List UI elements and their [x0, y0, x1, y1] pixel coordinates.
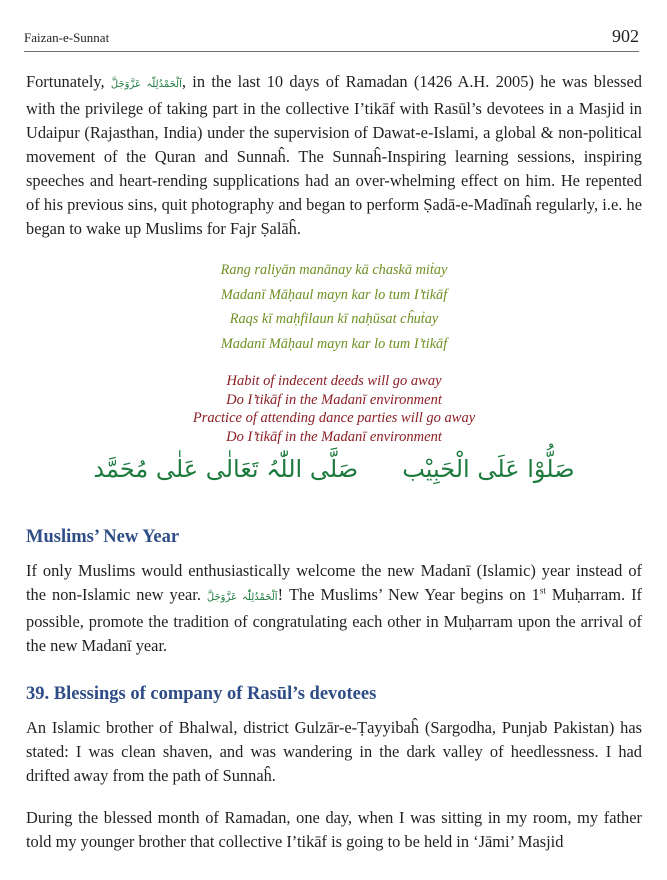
- running-header: [24, 27, 639, 52]
- section-heading-blessings: 39. Blessings of company of Rasūl’s devotees: [26, 684, 377, 704]
- book-title: Faizan-e-Sunnat: [24, 30, 110, 45]
- poem-urdu: [26, 258, 642, 356]
- poem-line: Practice of attending dance parties will go away: [192, 410, 476, 427]
- paragraph-bhalwal: An Islamic brother of Bhalwal, district Gulzār-e-Ṭayyibaĥ (Sargodha, Punjab Pakistan) has stated: I was clean shaven, and was wandering in the dark valley of heedlessness. I had drifted away from the path of Sunnaĥ.: [26, 718, 642, 785]
- alhamdulillah-phrase: اَلْحَمْدُلِلّٰہ عَزَّوَجَلَّ: [206, 592, 278, 603]
- paragraph-text: ! The Muslims’ New Year begins on 1: [277, 585, 540, 604]
- paragraph-body: , in the last 10 days of Ramadan (1426 A.H. 2005) he was blessed with the privilege of taking part in the collective I’tikāf with Rasūl’s devotees in a Masjid in Udaipur (Rajasthan, India) under the supervision of Dawat-e-Islami, a global & non-political movement of the Quran and Sunnaĥ. The Sunnaĥ-Inspiring learning sessions, inspiring speeches and heart-rending supplications had an over-whelming effect on him. He repented of his previous sins, quit photography and began to perform Ṣadā-e-Madīnaĥ regularly, i.e. he began to wake up Muslims for Fajr Ṣalāĥ.: [26, 72, 642, 238]
- alhamdulillah-phrase: اَلْحَمْدُلِلّٰہ عَزَّوَجَلَّ: [110, 79, 182, 90]
- poem-line: Do I’tikāf in the Madanī environment: [226, 391, 442, 408]
- poem-line: Habit of indecent deeds will go away: [226, 373, 442, 389]
- paragraph-new-year: [26, 559, 642, 658]
- paragraph-fortunately: [26, 70, 642, 241]
- durood-salla-allahu: صَلَّی اللّٰہُ تَعَالٰی عَلٰی مُحَمَّد: [93, 455, 359, 483]
- paragraph-lead: Fortunately,: [26, 72, 105, 91]
- ordinal-superscript: st: [539, 585, 546, 596]
- paragraph-text: If only Muslims would enthusiastically welcome the new Madanī (Islamic) year instead of the non-Islamic new year.: [26, 561, 642, 604]
- poem-line: Madanī Māḥaul mayn kar lo tum I’tikāf: [220, 286, 448, 303]
- durood-line: [26, 455, 642, 483]
- poem-line: Raqs kī maḥfilaun kī naḥūsat cĥuṫay: [229, 311, 439, 328]
- paragraph-text: Muḥarram. If possible, promote the tradition of congratulating each other in Muḥarram upon the arrival of the new Madanī year.: [26, 585, 643, 655]
- durood-sallu-ala-al-habib: صَلُّوْا عَلَی الْحَبِیْب: [402, 455, 575, 483]
- poem-line: Rang raliyān manānay kā chaskā miṫay: [220, 262, 448, 278]
- poem-line: Do I’tikāf in the Madanī environment: [226, 428, 442, 445]
- section-heading-new-year: Muslims’ New Year: [26, 527, 180, 547]
- page-number: 902: [612, 26, 639, 46]
- poem-english: [26, 372, 642, 446]
- poem-line: Madanī Māḥaul mayn kar lo tum I’tikāf: [220, 335, 448, 352]
- paragraph-ramadan: During the blessed month of Ramadan, one day, when I was sitting in my room, my father told my younger brother that collective I’tikāf is going to be held in ‘Jāmi’ Masjid: [26, 808, 642, 851]
